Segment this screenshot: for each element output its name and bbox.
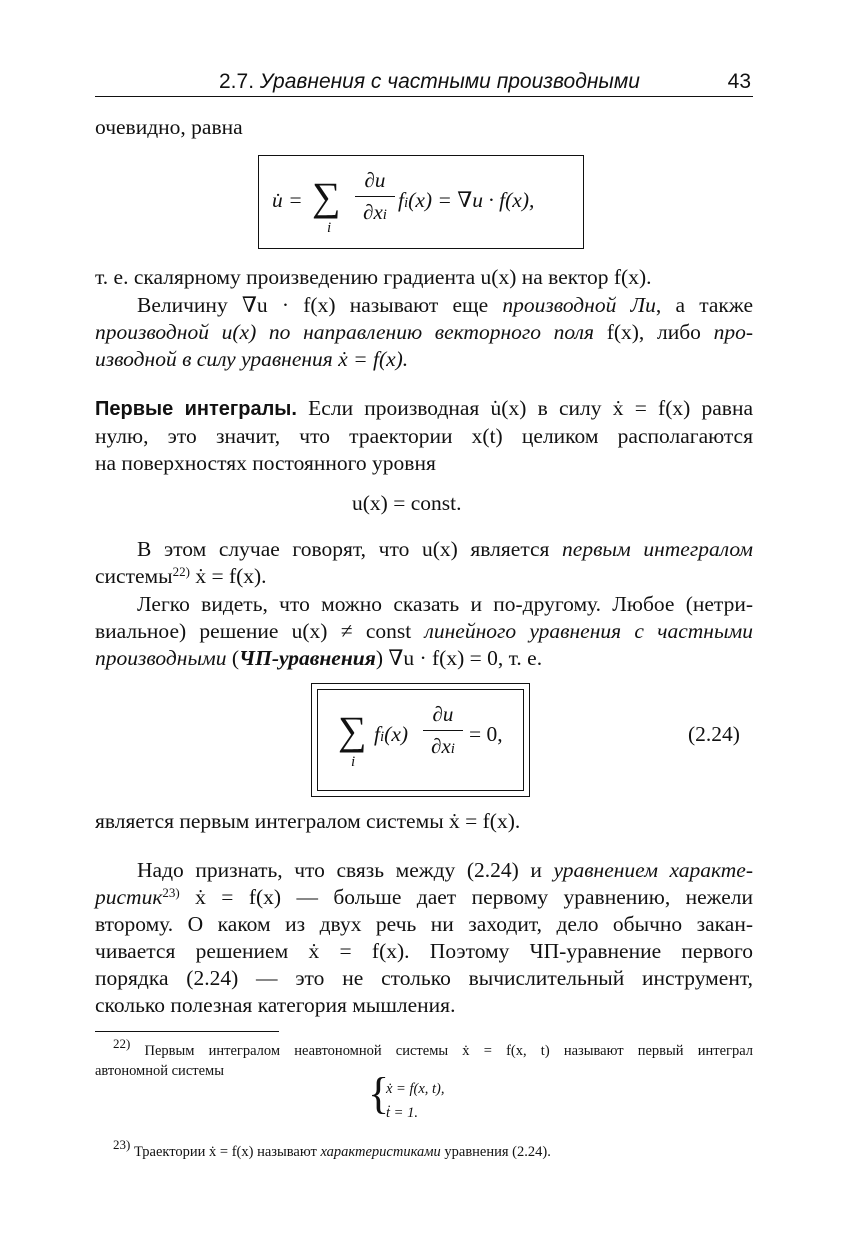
running-header [95,70,753,97]
eq1-sum-index: i [327,220,332,236]
text-line: т. е. скалярному произведению градиента u(x) на вектор f(x). [95,265,652,289]
eq2-sum-index: i [351,754,356,770]
eq2-term: fi(x) [374,722,409,746]
footnote-22-line1: 22) Первым интегралом неавтономной системы ẋ = f(x, t) называют первый интеграл [113,1036,753,1059]
text-line: производной u(x) по направлению векторного поля f(x), либо про- [95,320,754,344]
text-line: очевидно, равна [95,115,243,139]
eq1-fraction-line [355,196,395,197]
text-line: второму. О каком из двух речь ни заходит, дело обычно закан- [95,912,753,936]
footnote-22-line2: автономной системы [95,1063,224,1079]
text-line: изводной в силу уравнения ẋ = f(x). [95,347,409,371]
page-number: 43 [727,70,751,93]
section-number: 2.7. [219,70,255,93]
footnote-rule [95,1031,279,1032]
eq2-numerator: ∂u [432,702,454,726]
eq1-denominator: ∂xi [363,200,387,224]
text-line: Легко видеть, что можно сказать и по-другому. Любое (нетри- [137,592,753,616]
eq1-rest: fi(x) = ∇u · f(x), [398,188,535,212]
footnote-22-system-eq1: ẋ = f(x, t), [386,1081,445,1097]
text-line: Первые интегралы. Если производная u̇(x) в силу ẋ = f(x) равна [95,396,753,420]
eq2-denominator: ∂xi [431,734,455,758]
eq1-numerator: ∂u [364,168,386,192]
section-title [219,70,640,94]
footnote-22-system-eq2: ṫ = 1. [386,1105,418,1121]
text-line: на поверхностях постоянного уровня [95,451,436,475]
footnote-23: 23) Траектории ẋ = f(x) называют характеристиками уравнения (2.24). [113,1137,551,1160]
text-line: Надо признать, что связь между (2.24) и уравнением характе- [137,858,753,882]
text-line: системы$^{22)}$ ẋ = f(x). [95,564,267,588]
text-line: сколько полезная категория мышления. [95,993,456,1017]
eq1-lhs: u̇ = [272,188,303,212]
eq1-sum-sign: ∑ [312,174,341,219]
text-line: В этом случае говорят, что u(x) является первым интегралом [137,537,753,561]
text-line: порядка (2.24) — это не столько вычислительный инструмент, [95,966,753,990]
eq2-sum-sign: ∑ [338,708,367,753]
text-line: нулю, это значит, что траектории x(t) целиком располагаются [95,424,753,448]
text-line: производными (ЧП-уравнения) ∇u · f(x) = 0, т. е. [95,646,543,670]
text-line: Величину ∇u · f(x) называют еще производной Ли, а также [137,293,753,317]
section-title-text: Уравнения с частными производными [259,70,640,93]
text-line: является первым интегралом системы ẋ = f(x). [95,809,521,833]
equation-const: u(x) = const. [352,491,462,515]
eq2-fraction-line [423,730,463,731]
equation-number: (2.24) [688,722,740,746]
text-line: виальное) решение u(x) ≠ const линейного уравнения с частными [95,619,754,643]
eq2-rhs: = 0, [469,722,503,746]
run-in-heading: Первые интегралы. [95,398,297,420]
system-brace: { [368,1069,390,1118]
text-line: ристик$^{23)}$ ẋ = f(x) — больше дает первому уравнению, нежели [95,885,753,909]
text-line: чивается решением ẋ = f(x). Поэтому ЧП-уравнение первого [95,939,753,963]
